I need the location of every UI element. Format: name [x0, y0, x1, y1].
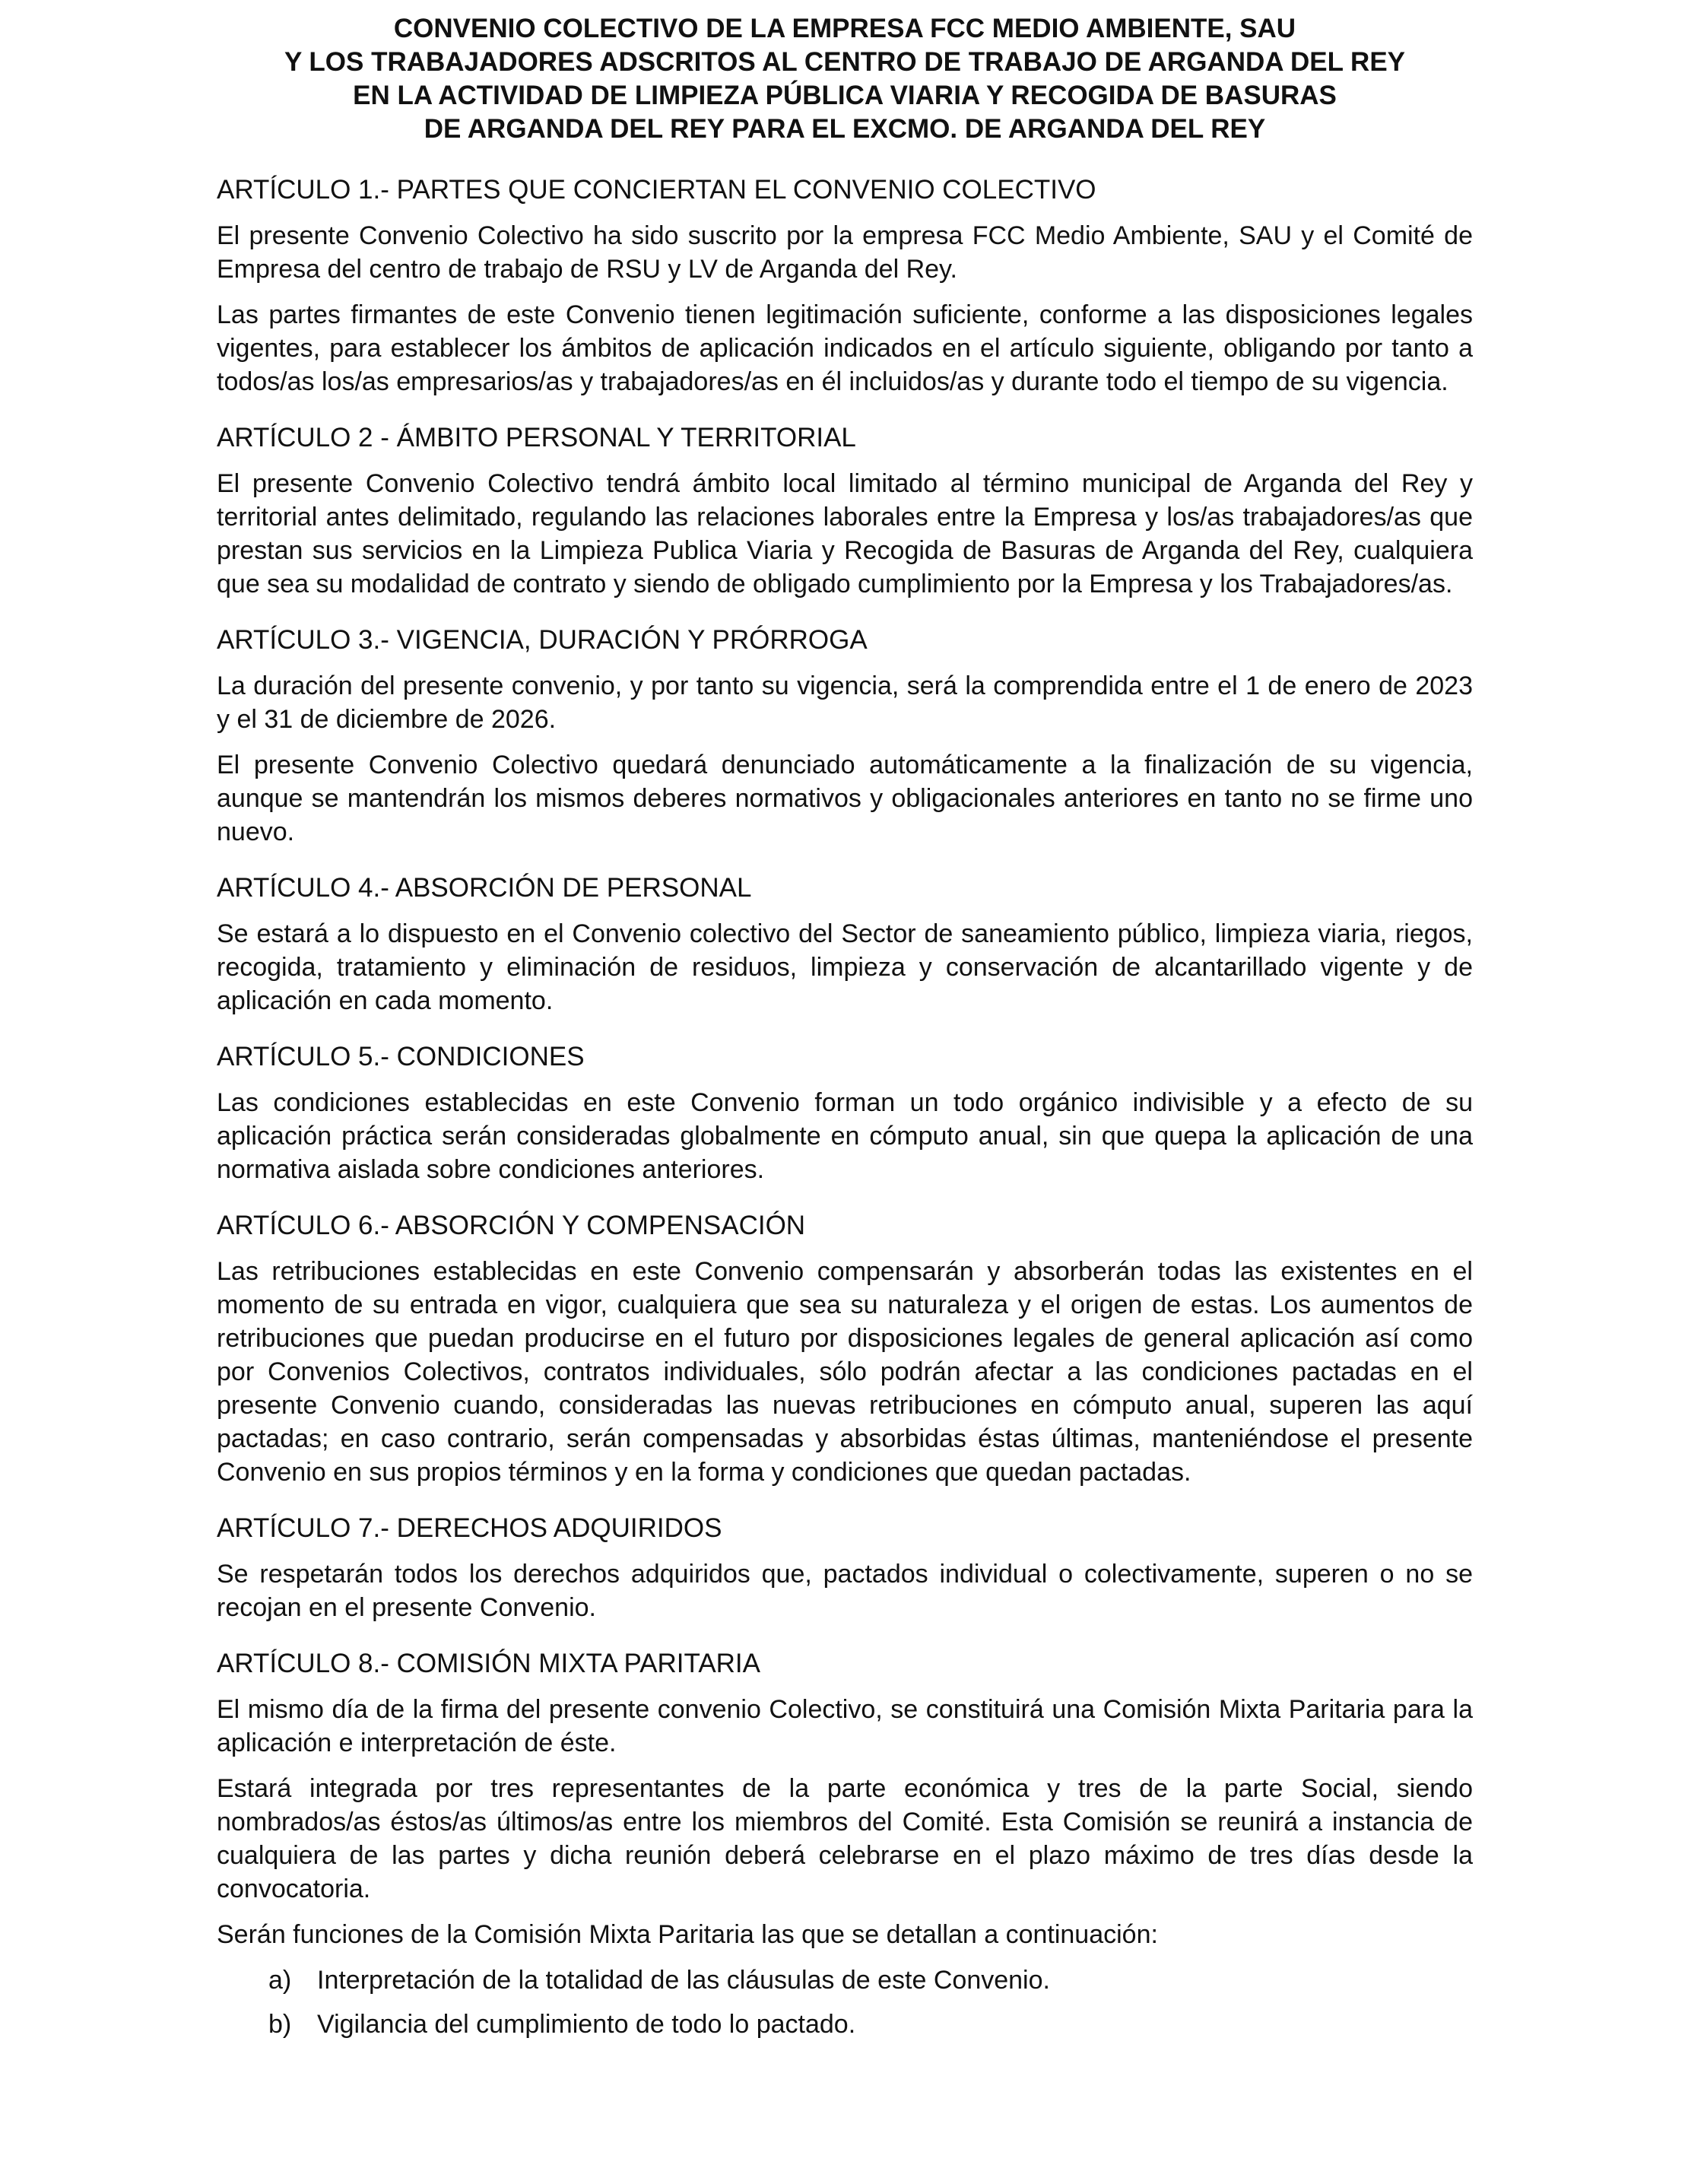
article-1-paragraph: Las partes firmantes de este Convenio tienen legitimación suficiente, conforme a las disposiciones legales vigentes, para establecer los ámbitos de aplicación indicados en el artículo siguiente, obligando por tanto a todos/as los/as empresarios/as y trabajadores/as en él incluidos/as y durante todo el tiempo de su vigencia.	[217, 300, 1473, 396]
article-5-heading: ARTÍCULO 5.- CONDICIONES	[217, 1042, 585, 1071]
document-title-line: CONVENIO COLECTIVO DE LA EMPRESA FCC MEDIO AMBIENTE, SAU	[393, 14, 1296, 43]
document-title-line: DE ARGANDA DEL REY PARA EL EXCMO. DE ARGANDA DEL REY	[424, 114, 1266, 144]
article-7-paragraph: Se respetarán todos los derechos adquiridos que, pactados individual o colectivamente, superen o no se recojan en el presente Convenio.	[217, 1560, 1473, 1622]
article-2-heading: ARTÍCULO 2 - ÁMBITO PERSONAL Y TERRITORIAL	[217, 423, 856, 452]
document-title-line: Y LOS TRABAJADORES ADSCRITOS AL CENTRO DE TRABAJO DE ARGANDA DEL REY	[284, 47, 1406, 77]
article-5	[217, 1040, 1473, 1186]
document-title-line: EN LA ACTIVIDAD DE LIMPIEZA PÚBLICA VIARIA Y RECOGIDA DE BASURAS	[353, 81, 1337, 110]
article-2-paragraph: El presente Convenio Colectivo tendrá ámbito local limitado al término municipal de Arganda del Rey y territorial antes delimitado, regulando las relaciones laborales entre la Empresa y los/as trabajadores/as que prestan sus servicios en la Limpieza Publica Viaria y Recogida de Basuras de Arganda del Rey, cualquiera que sea su modalidad de contrato y siendo de obligado cumplimiento por la Empresa y los Trabajadores/as.	[217, 469, 1473, 598]
article-3-paragraph: El presente Convenio Colectivo quedará denunciado automáticamente a la finalización de su vigencia, aunque se mantendrán los mismos deberes normativos y obligacionales anteriores en tanto no se firme uno nuevo.	[217, 751, 1473, 846]
list-item-marker: b)	[268, 2010, 292, 2039]
list-item-text: Interpretación de la totalidad de las cláusulas de este Convenio.	[317, 1966, 1050, 1995]
article-4	[217, 871, 1473, 1017]
article-2	[217, 421, 1473, 601]
article-5-paragraph: Las condiciones establecidas en este Convenio forman un todo orgánico indivisible y a efecto de su aplicación práctica serán consideradas globalmente en cómputo anual, sin que quepa la aplicación de una normativa aislada sobre condiciones anteriores.	[217, 1088, 1473, 1184]
article-4-paragraph: Se estará a lo dispuesto en el Convenio colectivo del Sector de saneamiento público, limpieza viaria, riegos, recogida, tratamiento y eliminación de residuos, limpieza y conservación de alcantarillado vigente y de aplicación en cada momento.	[217, 919, 1473, 1015]
article-8-paragraph: El mismo día de la firma del presente convenio Colectivo, se constituirá una Comisión Mixta Paritaria para la aplicación e interpretación de éste.	[217, 1695, 1473, 1757]
article-4-heading: ARTÍCULO 4.- ABSORCIÓN DE PERSONAL	[217, 873, 752, 903]
article-6	[217, 1209, 1473, 1489]
article-7-heading: ARTÍCULO 7.- DERECHOS ADQUIRIDOS	[217, 1513, 722, 1543]
article-6-heading: ARTÍCULO 6.- ABSORCIÓN Y COMPENSACIÓN	[217, 1211, 806, 1240]
list-item-text: Vigilancia del cumplimiento de todo lo pactado.	[317, 2010, 856, 2039]
article-8-heading: ARTÍCULO 8.- COMISIÓN MIXTA PARITARIA	[217, 1649, 761, 1678]
document-title	[217, 12, 1473, 146]
commission-functions-list	[217, 1963, 1473, 2041]
article-1-paragraph: El presente Convenio Colectivo ha sido suscrito por la empresa FCC Medio Ambiente, SAU y el Comité de Empresa del centro de trabajo de RSU y LV de Arganda del Rey.	[217, 221, 1473, 284]
article-6-paragraph: Las retribuciones establecidas en este Convenio compensarán y absorberán todas las existentes en el momento de su entrada en vigor, cualquiera que sea su naturaleza y el origen de estas. Los aumentos de retribuciones que puedan producirse en el futuro por disposiciones legales de general aplicación así como por Convenios Colectivos, contratos individuales, sólo podrán afectar a las condiciones pactadas en el presente Convenio cuando, consideradas las nuevas retribuciones en cómputo anual, superen las aquí pactadas; en caso contrario, serán compensadas y absorbidas éstas últimas, manteniéndose el presente Convenio en sus propios términos y en la forma y condiciones que quedan pactadas.	[217, 1257, 1473, 1487]
article-1-heading: ARTÍCULO 1.- PARTES QUE CONCIERTAN EL CONVENIO COLECTIVO	[217, 175, 1096, 205]
article-8-paragraph: Serán funciones de la Comisión Mixta Paritaria las que se detallan a continuación:	[217, 1920, 1158, 1949]
article-1	[217, 173, 1473, 398]
article-3-paragraph: La duración del presente convenio, y por tanto su vigencia, será la comprendida entre el 1 de enero de 2023 y el 31 de diciembre de 2026.	[217, 671, 1473, 734]
article-3-heading: ARTÍCULO 3.- VIGENCIA, DURACIÓN Y PRÓRROGA	[217, 625, 868, 655]
article-3	[217, 624, 1473, 849]
list-item-marker: a)	[268, 1966, 292, 1995]
list-item	[217, 1963, 1473, 1997]
article-8	[217, 1647, 1473, 2041]
article-8-paragraph: Estará integrada por tres representantes de la parte económica y tres de la parte Social, siendo nombrados/as éstos/as últimos/as entre los miembros del Comité. Esta Comisión se reunirá a instancia de cualquiera de las partes y dicha reunión deberá celebrarse en el plazo máximo de tres días desde la convocatoria.	[217, 1774, 1473, 1903]
article-7	[217, 1512, 1473, 1624]
list-item	[217, 2008, 1473, 2041]
